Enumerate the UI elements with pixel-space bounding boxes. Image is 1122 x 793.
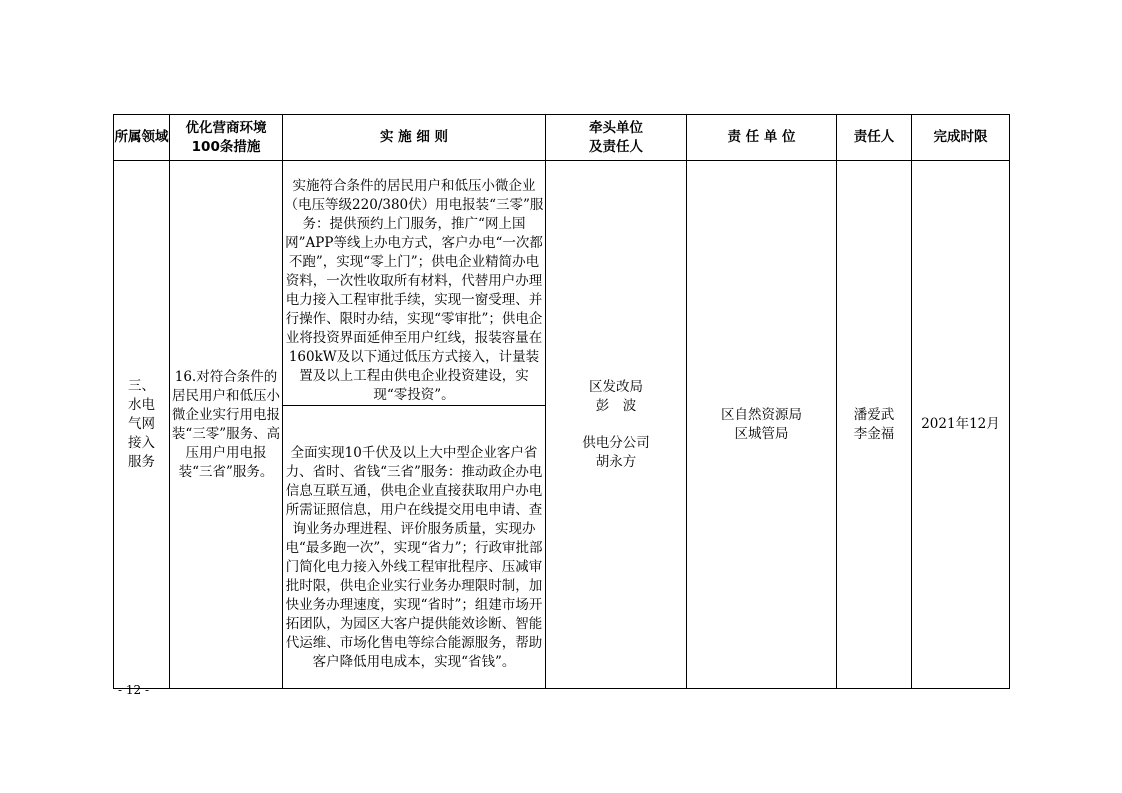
responsible-unit-1: 区自然资源局	[721, 406, 802, 423]
header-detail: 实 施 细 则	[283, 115, 546, 161]
header-responsible-unit: 责 任 单 位	[687, 115, 837, 161]
header-domain: 所属领域	[114, 115, 170, 161]
header-measure: 优化营商环境100条措施	[170, 115, 283, 161]
detail-cell-2: 全面实现10千伏及以上大中型企业客户省力、省时、省钱“三省”服务：推动政企办电信息互联互通，供电企业直接获取用户办电所需证照信息，用户在线提交用电申请、查询业务办理进程、评价服务质量，实现办电“最多跑一次”，实现“省力”；行政审批部门简化电力接入外线工程审批程序、压减审批时限，供电企业实行业务办理限时制，加快业务办理速度，实现“省时”；组建市场开拓团队，为园区大客户提供能效诊断、智能代运维、市场化售电等综合能源服务，帮助客户降低用电成本，实现“省钱”。	[283, 406, 546, 689]
detail-cell-1: 实施符合条件的居民用户和低压小微企业（电压等级220/380伏）用电报装“三零”服务：提供预约上门服务，推广“网上国网”APP等线上办电方式，客户办电“一次都不跑”，实现“零上门”；供电企业精简办电资料，一次性收取所有材料，代替用户办理电力接入工程审批手续，实现一窗受理、并行操作、限时办结，实现“零审批”；供电企业将投资界面延伸至用户红线，报装容量在160kW及以下通过低压方式接入，计量装置及以上工程由供电企业投资建设，实现“零投资”。	[283, 161, 546, 406]
responsible-person-1: 潘爱武	[853, 406, 895, 423]
responsible-unit-cell	[687, 161, 837, 689]
header-row	[114, 115, 1010, 161]
domain-cell: 三、水电气网接入服务	[114, 161, 170, 689]
table-row	[114, 161, 1010, 406]
header-deadline: 完成时限	[912, 115, 1010, 161]
page-number: - 12 -	[118, 683, 150, 697]
lead-unit-1: 区发改局	[589, 378, 643, 395]
responsible-person-2: 李金福	[853, 425, 895, 442]
lead-person-1: 彭 波	[595, 397, 637, 414]
lead-person-2: 胡永方	[595, 453, 637, 470]
lead-cell	[546, 161, 687, 689]
lead-unit-2: 供电分公司	[582, 434, 650, 451]
header-responsible-person: 责任人	[837, 115, 912, 161]
measure-cell: 16.对符合条件的居民用户和低压小微企业实行用电报装“三零”服务、高压用户用电报装“三省”服务。	[170, 161, 283, 689]
measures-table	[113, 114, 1010, 689]
responsible-person-cell	[837, 161, 912, 689]
deadline-cell: 2021年12月	[912, 161, 1010, 689]
header-lead: 牵头单位及责任人	[546, 115, 687, 161]
responsible-unit-2: 区城管局	[734, 425, 789, 442]
